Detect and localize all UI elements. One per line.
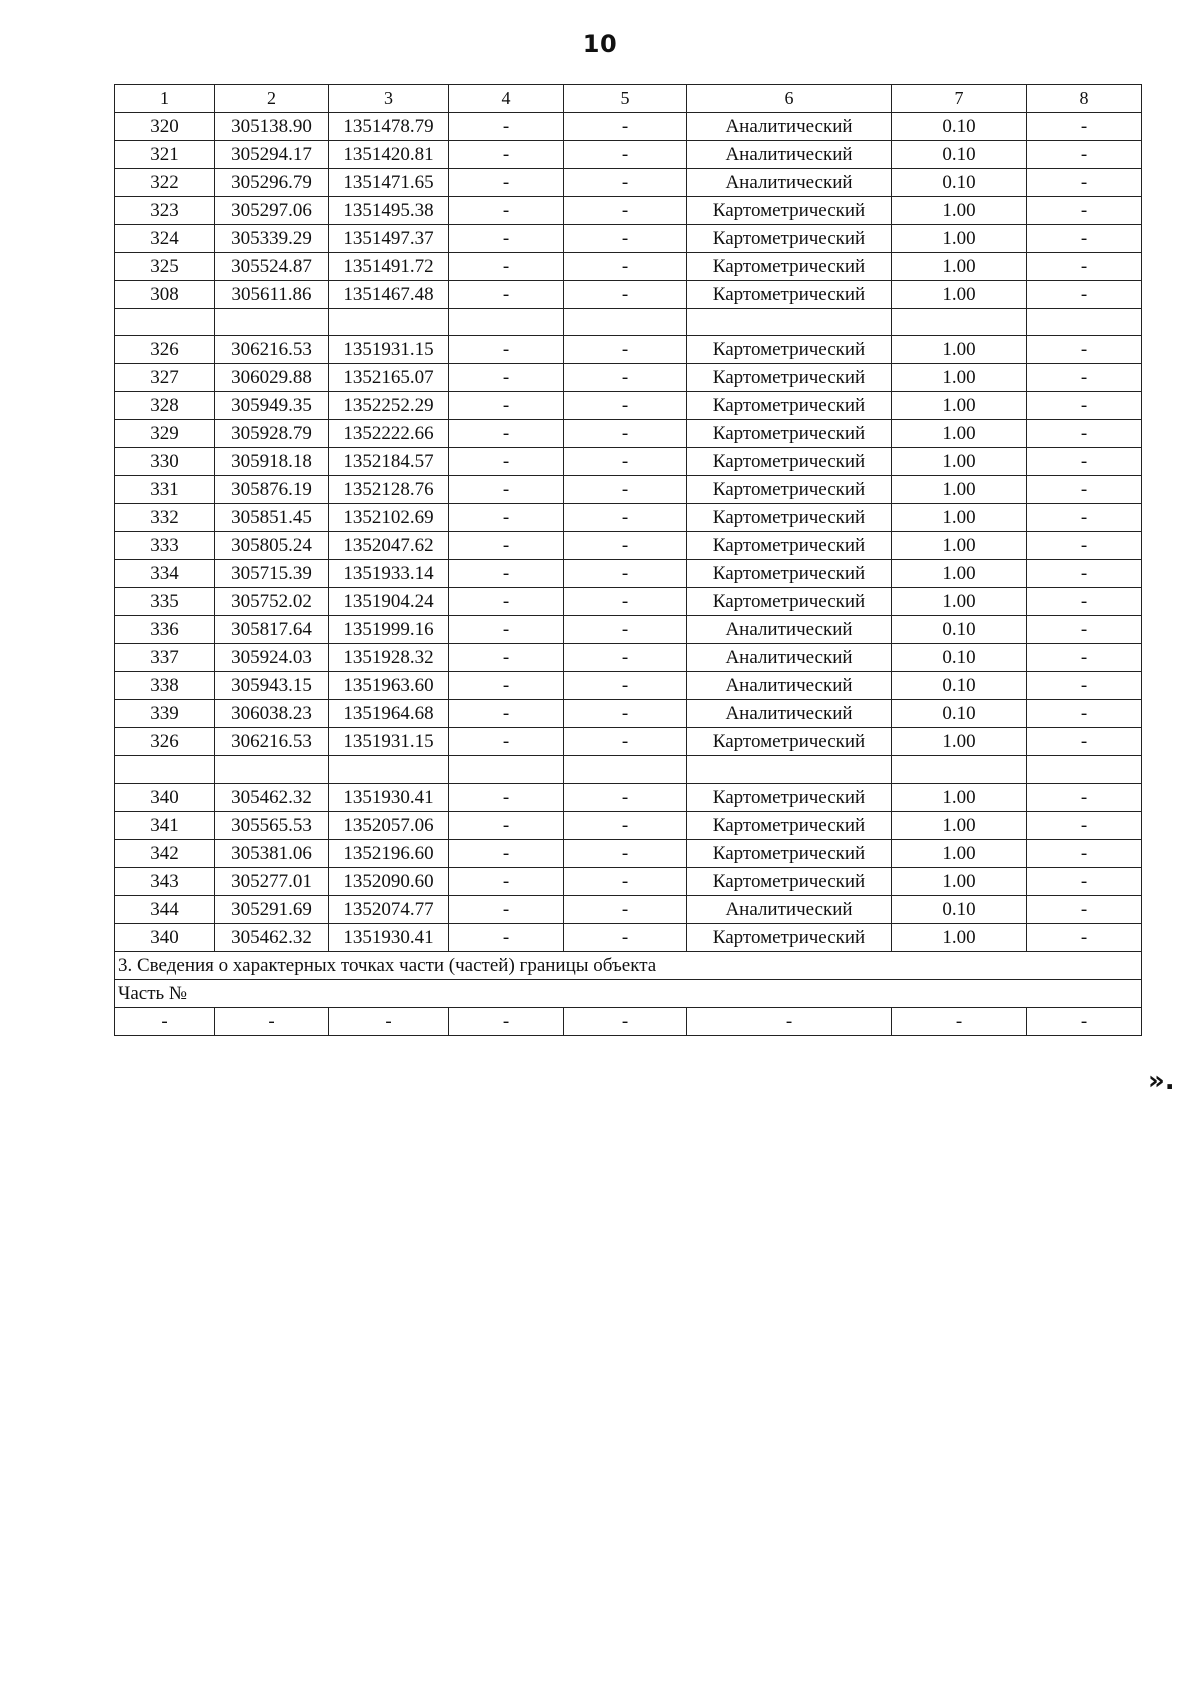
point-number-cell: 329	[115, 420, 215, 448]
table-row	[115, 448, 1142, 476]
col-5-cell: -	[564, 364, 687, 392]
precision-cell: 0.10	[892, 672, 1027, 700]
method-cell: Картометрический	[687, 560, 892, 588]
method-cell	[687, 309, 892, 336]
method-cell: Картометрический	[687, 476, 892, 504]
col-5-cell: -	[564, 588, 687, 616]
x-coordinate-cell: 305928.79	[215, 420, 329, 448]
x-coordinate-cell: 305949.35	[215, 392, 329, 420]
col-5-cell: -	[564, 867, 687, 895]
col-8-cell: -	[1027, 169, 1142, 197]
table-row	[115, 728, 1142, 756]
col-4-cell: -	[449, 113, 564, 141]
x-coordinate-cell: 305817.64	[215, 616, 329, 644]
y-coordinate-cell: 1351491.72	[329, 253, 449, 281]
y-coordinate-cell: 1351928.32	[329, 644, 449, 672]
table-row	[115, 197, 1142, 225]
method-cell: Картометрический	[687, 532, 892, 560]
point-number-cell: 322	[115, 169, 215, 197]
y-coordinate-cell: -	[329, 1007, 449, 1035]
precision-cell: 1.00	[892, 560, 1027, 588]
y-coordinate-cell: 1351963.60	[329, 672, 449, 700]
point-number-cell: 327	[115, 364, 215, 392]
table-row	[115, 532, 1142, 560]
x-coordinate-cell: 305715.39	[215, 560, 329, 588]
point-number-cell	[115, 309, 215, 336]
table-row	[115, 392, 1142, 420]
col-4-cell: -	[449, 923, 564, 951]
table-body	[115, 85, 1142, 1036]
col-5-cell	[564, 309, 687, 336]
column-header-3: 3	[329, 85, 449, 113]
point-number-cell: 324	[115, 225, 215, 253]
y-coordinate-cell: 1352184.57	[329, 448, 449, 476]
column-header-4: 4	[449, 85, 564, 113]
precision-cell: 1.00	[892, 728, 1027, 756]
col-8-cell: -	[1027, 281, 1142, 309]
x-coordinate-cell: 305297.06	[215, 197, 329, 225]
method-cell: Картометрический	[687, 588, 892, 616]
table-row	[115, 253, 1142, 281]
col-4-cell: -	[449, 672, 564, 700]
table-row	[115, 225, 1142, 253]
col-8-cell: -	[1027, 253, 1142, 281]
x-coordinate-cell	[215, 756, 329, 783]
precision-cell: 1.00	[892, 253, 1027, 281]
y-coordinate-cell: 1351497.37	[329, 225, 449, 253]
col-4-cell: -	[449, 728, 564, 756]
col-4-cell: -	[449, 169, 564, 197]
y-coordinate-cell: 1352165.07	[329, 364, 449, 392]
method-cell	[687, 756, 892, 783]
precision-cell: 1.00	[892, 225, 1027, 253]
x-coordinate-cell: 305924.03	[215, 644, 329, 672]
precision-cell: 1.00	[892, 811, 1027, 839]
y-coordinate-cell: 1352128.76	[329, 476, 449, 504]
method-cell: Картометрический	[687, 420, 892, 448]
y-coordinate-cell: 1352090.60	[329, 867, 449, 895]
col-4-cell: -	[449, 225, 564, 253]
method-cell: Аналитический	[687, 895, 892, 923]
point-number-cell: -	[115, 1007, 215, 1035]
table-separator-row	[115, 309, 1142, 336]
method-cell: Картометрический	[687, 281, 892, 309]
point-number-cell: 325	[115, 253, 215, 281]
point-number-cell: 332	[115, 504, 215, 532]
table-row	[115, 560, 1142, 588]
y-coordinate-cell: 1351931.15	[329, 728, 449, 756]
col-8-cell: -	[1027, 560, 1142, 588]
table-row	[115, 420, 1142, 448]
col-5-cell	[564, 756, 687, 783]
col-4-cell: -	[449, 197, 564, 225]
table-row	[115, 364, 1142, 392]
col-5-cell: -	[564, 504, 687, 532]
x-coordinate-cell: 305277.01	[215, 867, 329, 895]
point-number-cell: 335	[115, 588, 215, 616]
method-cell: Картометрический	[687, 839, 892, 867]
x-coordinate-cell: 305943.15	[215, 672, 329, 700]
col-8-cell	[1027, 756, 1142, 783]
y-coordinate-cell: 1351930.41	[329, 923, 449, 951]
precision-cell: 1.00	[892, 392, 1027, 420]
point-number-cell: 321	[115, 141, 215, 169]
col-4-cell: -	[449, 1007, 564, 1035]
col-4-cell: -	[449, 588, 564, 616]
point-number-cell: 344	[115, 895, 215, 923]
col-5-cell: -	[564, 644, 687, 672]
col-4-cell: -	[449, 616, 564, 644]
point-number-cell: 308	[115, 281, 215, 309]
point-number-cell: 333	[115, 532, 215, 560]
precision-cell: 1.00	[892, 448, 1027, 476]
precision-cell: 1.00	[892, 364, 1027, 392]
col-4-cell: -	[449, 532, 564, 560]
col-4-cell: -	[449, 783, 564, 811]
precision-cell: 0.10	[892, 113, 1027, 141]
table-row	[115, 895, 1142, 923]
y-coordinate-cell: 1351933.14	[329, 560, 449, 588]
y-coordinate-cell: 1351467.48	[329, 281, 449, 309]
col-4-cell: -	[449, 336, 564, 364]
col-8-cell: -	[1027, 783, 1142, 811]
x-coordinate-cell: 305752.02	[215, 588, 329, 616]
col-8-cell: -	[1027, 197, 1142, 225]
col-8-cell: -	[1027, 141, 1142, 169]
point-number-cell: 334	[115, 560, 215, 588]
col-8-cell: -	[1027, 616, 1142, 644]
col-8-cell	[1027, 309, 1142, 336]
precision-cell	[892, 756, 1027, 783]
section-title: 3. Сведения о характерных точках части (частей) границы объекта	[115, 951, 1142, 979]
method-cell: Картометрический	[687, 392, 892, 420]
col-5-cell: -	[564, 923, 687, 951]
col-5-cell: -	[564, 113, 687, 141]
col-4-cell: -	[449, 392, 564, 420]
col-4-cell: -	[449, 839, 564, 867]
col-5-cell: -	[564, 783, 687, 811]
precision-cell: 1.00	[892, 923, 1027, 951]
x-coordinate-cell: 305611.86	[215, 281, 329, 309]
x-coordinate-cell: 305524.87	[215, 253, 329, 281]
col-4-cell: -	[449, 281, 564, 309]
precision-cell: 1.00	[892, 783, 1027, 811]
table-row	[115, 867, 1142, 895]
y-coordinate-cell: 1351904.24	[329, 588, 449, 616]
point-number-cell: 339	[115, 700, 215, 728]
col-5-cell: -	[564, 532, 687, 560]
col-8-cell: -	[1027, 532, 1142, 560]
y-coordinate-cell: 1352252.29	[329, 392, 449, 420]
point-number-cell: 340	[115, 923, 215, 951]
col-5-cell: -	[564, 728, 687, 756]
x-coordinate-cell: 305876.19	[215, 476, 329, 504]
table-row	[115, 504, 1142, 532]
table-row	[115, 923, 1142, 951]
col-4-cell: -	[449, 476, 564, 504]
col-5-cell: -	[564, 700, 687, 728]
col-4-cell: -	[449, 811, 564, 839]
col-5-cell: -	[564, 253, 687, 281]
method-cell: Аналитический	[687, 616, 892, 644]
method-cell: Аналитический	[687, 141, 892, 169]
precision-cell: -	[892, 1007, 1027, 1035]
precision-cell: 1.00	[892, 504, 1027, 532]
col-4-cell: -	[449, 448, 564, 476]
point-number-cell: 330	[115, 448, 215, 476]
part-number-label: Часть №	[115, 979, 1142, 1007]
method-cell: -	[687, 1007, 892, 1035]
precision-cell: 1.00	[892, 532, 1027, 560]
precision-cell: 1.00	[892, 420, 1027, 448]
col-4-cell: -	[449, 644, 564, 672]
point-number-cell: 326	[115, 336, 215, 364]
table-row	[115, 113, 1142, 141]
precision-cell: 0.10	[892, 169, 1027, 197]
col-8-cell: -	[1027, 644, 1142, 672]
col-5-cell: -	[564, 672, 687, 700]
x-coordinate-cell: 305462.32	[215, 923, 329, 951]
col-5-cell: -	[564, 169, 687, 197]
x-coordinate-cell: 305851.45	[215, 504, 329, 532]
closing-quote-mark: ».	[1148, 1066, 1175, 1096]
col-8-cell: -	[1027, 867, 1142, 895]
x-coordinate-cell: 305138.90	[215, 113, 329, 141]
x-coordinate-cell: -	[215, 1007, 329, 1035]
col-8-cell: -	[1027, 448, 1142, 476]
column-header-8: 8	[1027, 85, 1142, 113]
table-row	[115, 839, 1142, 867]
col-5-cell: -	[564, 392, 687, 420]
x-coordinate-cell: 305339.29	[215, 225, 329, 253]
col-8-cell: -	[1027, 923, 1142, 951]
col-5-cell: -	[564, 197, 687, 225]
x-coordinate-cell	[215, 309, 329, 336]
col-5-cell: -	[564, 839, 687, 867]
point-number-cell: 337	[115, 644, 215, 672]
table-row	[115, 700, 1142, 728]
col-4-cell: -	[449, 141, 564, 169]
col-8-cell: -	[1027, 700, 1142, 728]
y-coordinate-cell: 1351930.41	[329, 783, 449, 811]
x-coordinate-cell: 305805.24	[215, 532, 329, 560]
point-number-cell: 320	[115, 113, 215, 141]
col-8-cell: -	[1027, 1007, 1142, 1035]
table-separator-row	[115, 756, 1142, 783]
point-number-cell: 328	[115, 392, 215, 420]
point-number-cell: 326	[115, 728, 215, 756]
table-row	[115, 588, 1142, 616]
method-cell: Картометрический	[687, 867, 892, 895]
precision-cell	[892, 309, 1027, 336]
table-row	[115, 616, 1142, 644]
part-number-row	[115, 979, 1142, 1007]
col-8-cell: -	[1027, 392, 1142, 420]
precision-cell: 0.10	[892, 616, 1027, 644]
precision-cell: 1.00	[892, 281, 1027, 309]
col-4-cell: -	[449, 700, 564, 728]
coordinates-table	[114, 84, 1142, 1036]
method-cell: Аналитический	[687, 700, 892, 728]
method-cell: Аналитический	[687, 169, 892, 197]
point-number-cell: 338	[115, 672, 215, 700]
x-coordinate-cell: 305918.18	[215, 448, 329, 476]
col-8-cell: -	[1027, 336, 1142, 364]
y-coordinate-cell: 1352047.62	[329, 532, 449, 560]
col-5-cell: -	[564, 616, 687, 644]
table-row	[115, 783, 1142, 811]
x-coordinate-cell: 305291.69	[215, 895, 329, 923]
y-coordinate-cell	[329, 309, 449, 336]
table-row-empty-part	[115, 1007, 1142, 1035]
col-8-cell: -	[1027, 476, 1142, 504]
y-coordinate-cell: 1351964.68	[329, 700, 449, 728]
method-cell: Аналитический	[687, 672, 892, 700]
table-row	[115, 281, 1142, 309]
col-8-cell: -	[1027, 672, 1142, 700]
precision-cell: 0.10	[892, 895, 1027, 923]
y-coordinate-cell: 1351495.38	[329, 197, 449, 225]
x-coordinate-cell: 305296.79	[215, 169, 329, 197]
precision-cell: 1.00	[892, 839, 1027, 867]
y-coordinate-cell: 1352196.60	[329, 839, 449, 867]
y-coordinate-cell: 1352222.66	[329, 420, 449, 448]
col-4-cell	[449, 756, 564, 783]
section-title-row	[115, 951, 1142, 979]
x-coordinate-cell: 306038.23	[215, 700, 329, 728]
method-cell: Картометрический	[687, 728, 892, 756]
col-8-cell: -	[1027, 504, 1142, 532]
x-coordinate-cell: 305294.17	[215, 141, 329, 169]
col-4-cell: -	[449, 420, 564, 448]
method-cell: Аналитический	[687, 113, 892, 141]
point-number-cell: 323	[115, 197, 215, 225]
col-5-cell: -	[564, 141, 687, 169]
y-coordinate-cell: 1351478.79	[329, 113, 449, 141]
col-5-cell: -	[564, 811, 687, 839]
x-coordinate-cell: 306216.53	[215, 336, 329, 364]
method-cell: Картометрический	[687, 253, 892, 281]
precision-cell: 1.00	[892, 476, 1027, 504]
col-5-cell: -	[564, 420, 687, 448]
column-header-6: 6	[687, 85, 892, 113]
column-number-header-row	[115, 85, 1142, 113]
col-8-cell: -	[1027, 895, 1142, 923]
method-cell: Картометрический	[687, 811, 892, 839]
precision-cell: 0.10	[892, 700, 1027, 728]
method-cell: Картометрический	[687, 364, 892, 392]
y-coordinate-cell: 1351471.65	[329, 169, 449, 197]
method-cell: Аналитический	[687, 644, 892, 672]
col-8-cell: -	[1027, 728, 1142, 756]
col-4-cell: -	[449, 895, 564, 923]
col-8-cell: -	[1027, 364, 1142, 392]
col-5-cell: -	[564, 225, 687, 253]
method-cell: Картометрический	[687, 923, 892, 951]
point-number-cell	[115, 756, 215, 783]
y-coordinate-cell: 1351420.81	[329, 141, 449, 169]
col-4-cell: -	[449, 253, 564, 281]
method-cell: Картометрический	[687, 336, 892, 364]
precision-cell: 1.00	[892, 867, 1027, 895]
col-4-cell: -	[449, 364, 564, 392]
method-cell: Картометрический	[687, 504, 892, 532]
precision-cell: 1.00	[892, 588, 1027, 616]
precision-cell: 0.10	[892, 141, 1027, 169]
x-coordinate-cell: 305381.06	[215, 839, 329, 867]
point-number-cell: 343	[115, 867, 215, 895]
col-8-cell: -	[1027, 113, 1142, 141]
table-row	[115, 644, 1142, 672]
point-number-cell: 331	[115, 476, 215, 504]
col-4-cell: -	[449, 560, 564, 588]
col-4-cell: -	[449, 867, 564, 895]
table-row	[115, 811, 1142, 839]
x-coordinate-cell: 305462.32	[215, 783, 329, 811]
column-header-7: 7	[892, 85, 1027, 113]
col-8-cell: -	[1027, 420, 1142, 448]
y-coordinate-cell: 1352074.77	[329, 895, 449, 923]
method-cell: Картометрический	[687, 783, 892, 811]
table-row	[115, 141, 1142, 169]
point-number-cell: 341	[115, 811, 215, 839]
col-5-cell: -	[564, 448, 687, 476]
y-coordinate-cell: 1351931.15	[329, 336, 449, 364]
precision-cell: 1.00	[892, 336, 1027, 364]
column-header-1: 1	[115, 85, 215, 113]
col-5-cell: -	[564, 476, 687, 504]
y-coordinate-cell	[329, 756, 449, 783]
col-4-cell: -	[449, 504, 564, 532]
point-number-cell: 342	[115, 839, 215, 867]
precision-cell: 0.10	[892, 644, 1027, 672]
point-number-cell: 340	[115, 783, 215, 811]
method-cell: Картометрический	[687, 197, 892, 225]
x-coordinate-cell: 305565.53	[215, 811, 329, 839]
col-4-cell	[449, 309, 564, 336]
col-8-cell: -	[1027, 839, 1142, 867]
col-8-cell: -	[1027, 811, 1142, 839]
table-row	[115, 336, 1142, 364]
table-row	[115, 476, 1142, 504]
y-coordinate-cell: 1351999.16	[329, 616, 449, 644]
page-number: 10	[582, 30, 618, 58]
table-row	[115, 672, 1142, 700]
x-coordinate-cell: 306216.53	[215, 728, 329, 756]
col-5-cell: -	[564, 895, 687, 923]
col-8-cell: -	[1027, 225, 1142, 253]
col-8-cell: -	[1027, 588, 1142, 616]
column-header-2: 2	[215, 85, 329, 113]
col-5-cell: -	[564, 336, 687, 364]
y-coordinate-cell: 1352102.69	[329, 504, 449, 532]
column-header-5: 5	[564, 85, 687, 113]
col-5-cell: -	[564, 1007, 687, 1035]
point-number-cell: 336	[115, 616, 215, 644]
x-coordinate-cell: 306029.88	[215, 364, 329, 392]
col-5-cell: -	[564, 560, 687, 588]
method-cell: Картометрический	[687, 225, 892, 253]
method-cell: Картометрический	[687, 448, 892, 476]
table-row	[115, 169, 1142, 197]
y-coordinate-cell: 1352057.06	[329, 811, 449, 839]
col-5-cell: -	[564, 281, 687, 309]
precision-cell: 1.00	[892, 197, 1027, 225]
